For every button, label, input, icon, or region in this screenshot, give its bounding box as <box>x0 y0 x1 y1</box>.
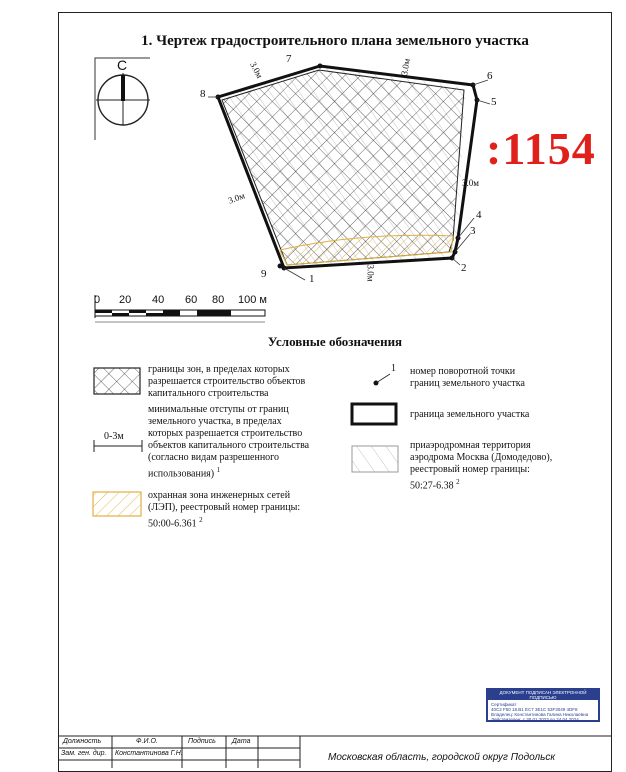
legend-item-turning-point: номер поворотной точки границ земельного участка <box>410 366 525 389</box>
legend-item-buildable: границы зон, в пределах которых разрешается строительство объектов капитального строительства <box>148 364 306 399</box>
point-label-1: 1 <box>309 273 315 285</box>
title-block-header-signature: Подпись <box>188 738 216 745</box>
legend-title: Условные обозначения <box>267 334 403 349</box>
point-label-2: 2 <box>461 262 467 274</box>
title-block-header-position: Должность <box>63 738 102 745</box>
compass-letter: С <box>117 57 128 73</box>
scale-tick-100: 100 м <box>238 294 267 306</box>
title-block-header-name: Ф.И.О. <box>136 738 158 745</box>
offset-label-north-west: 3.0м <box>248 60 265 80</box>
point-label-8: 8 <box>200 88 206 100</box>
point-label-6: 6 <box>487 70 493 82</box>
legend-item-aerodrome: приаэродромная территория аэродрома Москва (Домодедово), реестровый номер границы: 50:27-6.38 $^2$ <box>410 440 553 492</box>
scale-tick-40: 40 <box>152 294 165 306</box>
legend-point-symbol-label: 1 <box>391 363 396 374</box>
title-block-header-date: Дата <box>232 738 251 745</box>
legend-offset-symbol-label: 0-3м <box>104 431 124 442</box>
legend-buildable-symbol <box>94 368 140 394</box>
stamp-line: 40С2 F50 18.В1 ЕС7 3Е1С 53F3049 4DF8 <box>491 707 578 712</box>
offset-label-west: 3.0м <box>226 190 247 206</box>
scale-tick-80: 80 <box>212 294 225 306</box>
title-block-location: Московская область, городской округ Подольск <box>328 752 556 763</box>
scale-tick-0: 0 <box>94 294 101 306</box>
scale-tick-60: 60 <box>185 294 198 306</box>
legend-boundary-symbol <box>352 404 396 424</box>
title-block-name: Константинова Г.Н. <box>115 750 183 757</box>
offset-label-north: 3.0м <box>399 57 412 77</box>
title-block-position: Зам. ген. дир. <box>61 750 107 757</box>
page-title: 1. Чертеж градостроительного плана земельного участка <box>141 33 529 49</box>
plot-number: :1154 <box>486 123 596 174</box>
compass-icon <box>96 73 150 125</box>
point-label-5: 5 <box>491 96 497 108</box>
stamp-line: Действителен: с 30.01.2023 по 24.04.2024 <box>491 717 579 722</box>
offset-label-south: 3.0м <box>365 264 376 282</box>
signature-stamp <box>486 688 600 722</box>
legend-item-lep: охранная зона инженерных сетей (ЛЭП), реестровый номер границы: 50:00-6.361 $^2$ <box>148 490 301 530</box>
point-label-7: 7 <box>286 53 292 65</box>
offset-label-east: 3.0м <box>462 178 479 188</box>
point-label-3: 3 <box>470 225 476 237</box>
legend-point-symbol <box>374 374 391 386</box>
legend-item-offsets: минимальные отступы от границ земельного участка, в пределах которых разрешается строительство объектов капитального строительства (согласно видам разрешенного использования) $^1$ <box>148 404 310 480</box>
scale-tick-20: 20 <box>119 294 132 306</box>
stamp-line: Сертификат <box>491 702 517 707</box>
legend-item-boundary: граница земельного участка <box>410 409 530 420</box>
point-label-4: 4 <box>476 209 482 221</box>
stamp-line: Владелец: Константинова Галина Николаевна <box>491 712 589 717</box>
legend-lep-symbol <box>93 492 141 516</box>
point-label-9: 9 <box>261 268 267 280</box>
stamp-header: ДОКУМЕНТ ПОДПИСАН ЭЛЕКТРОННОЙ ПОДПИСЬЮ <box>488 690 598 700</box>
legend-aerodrome-symbol <box>352 446 398 472</box>
